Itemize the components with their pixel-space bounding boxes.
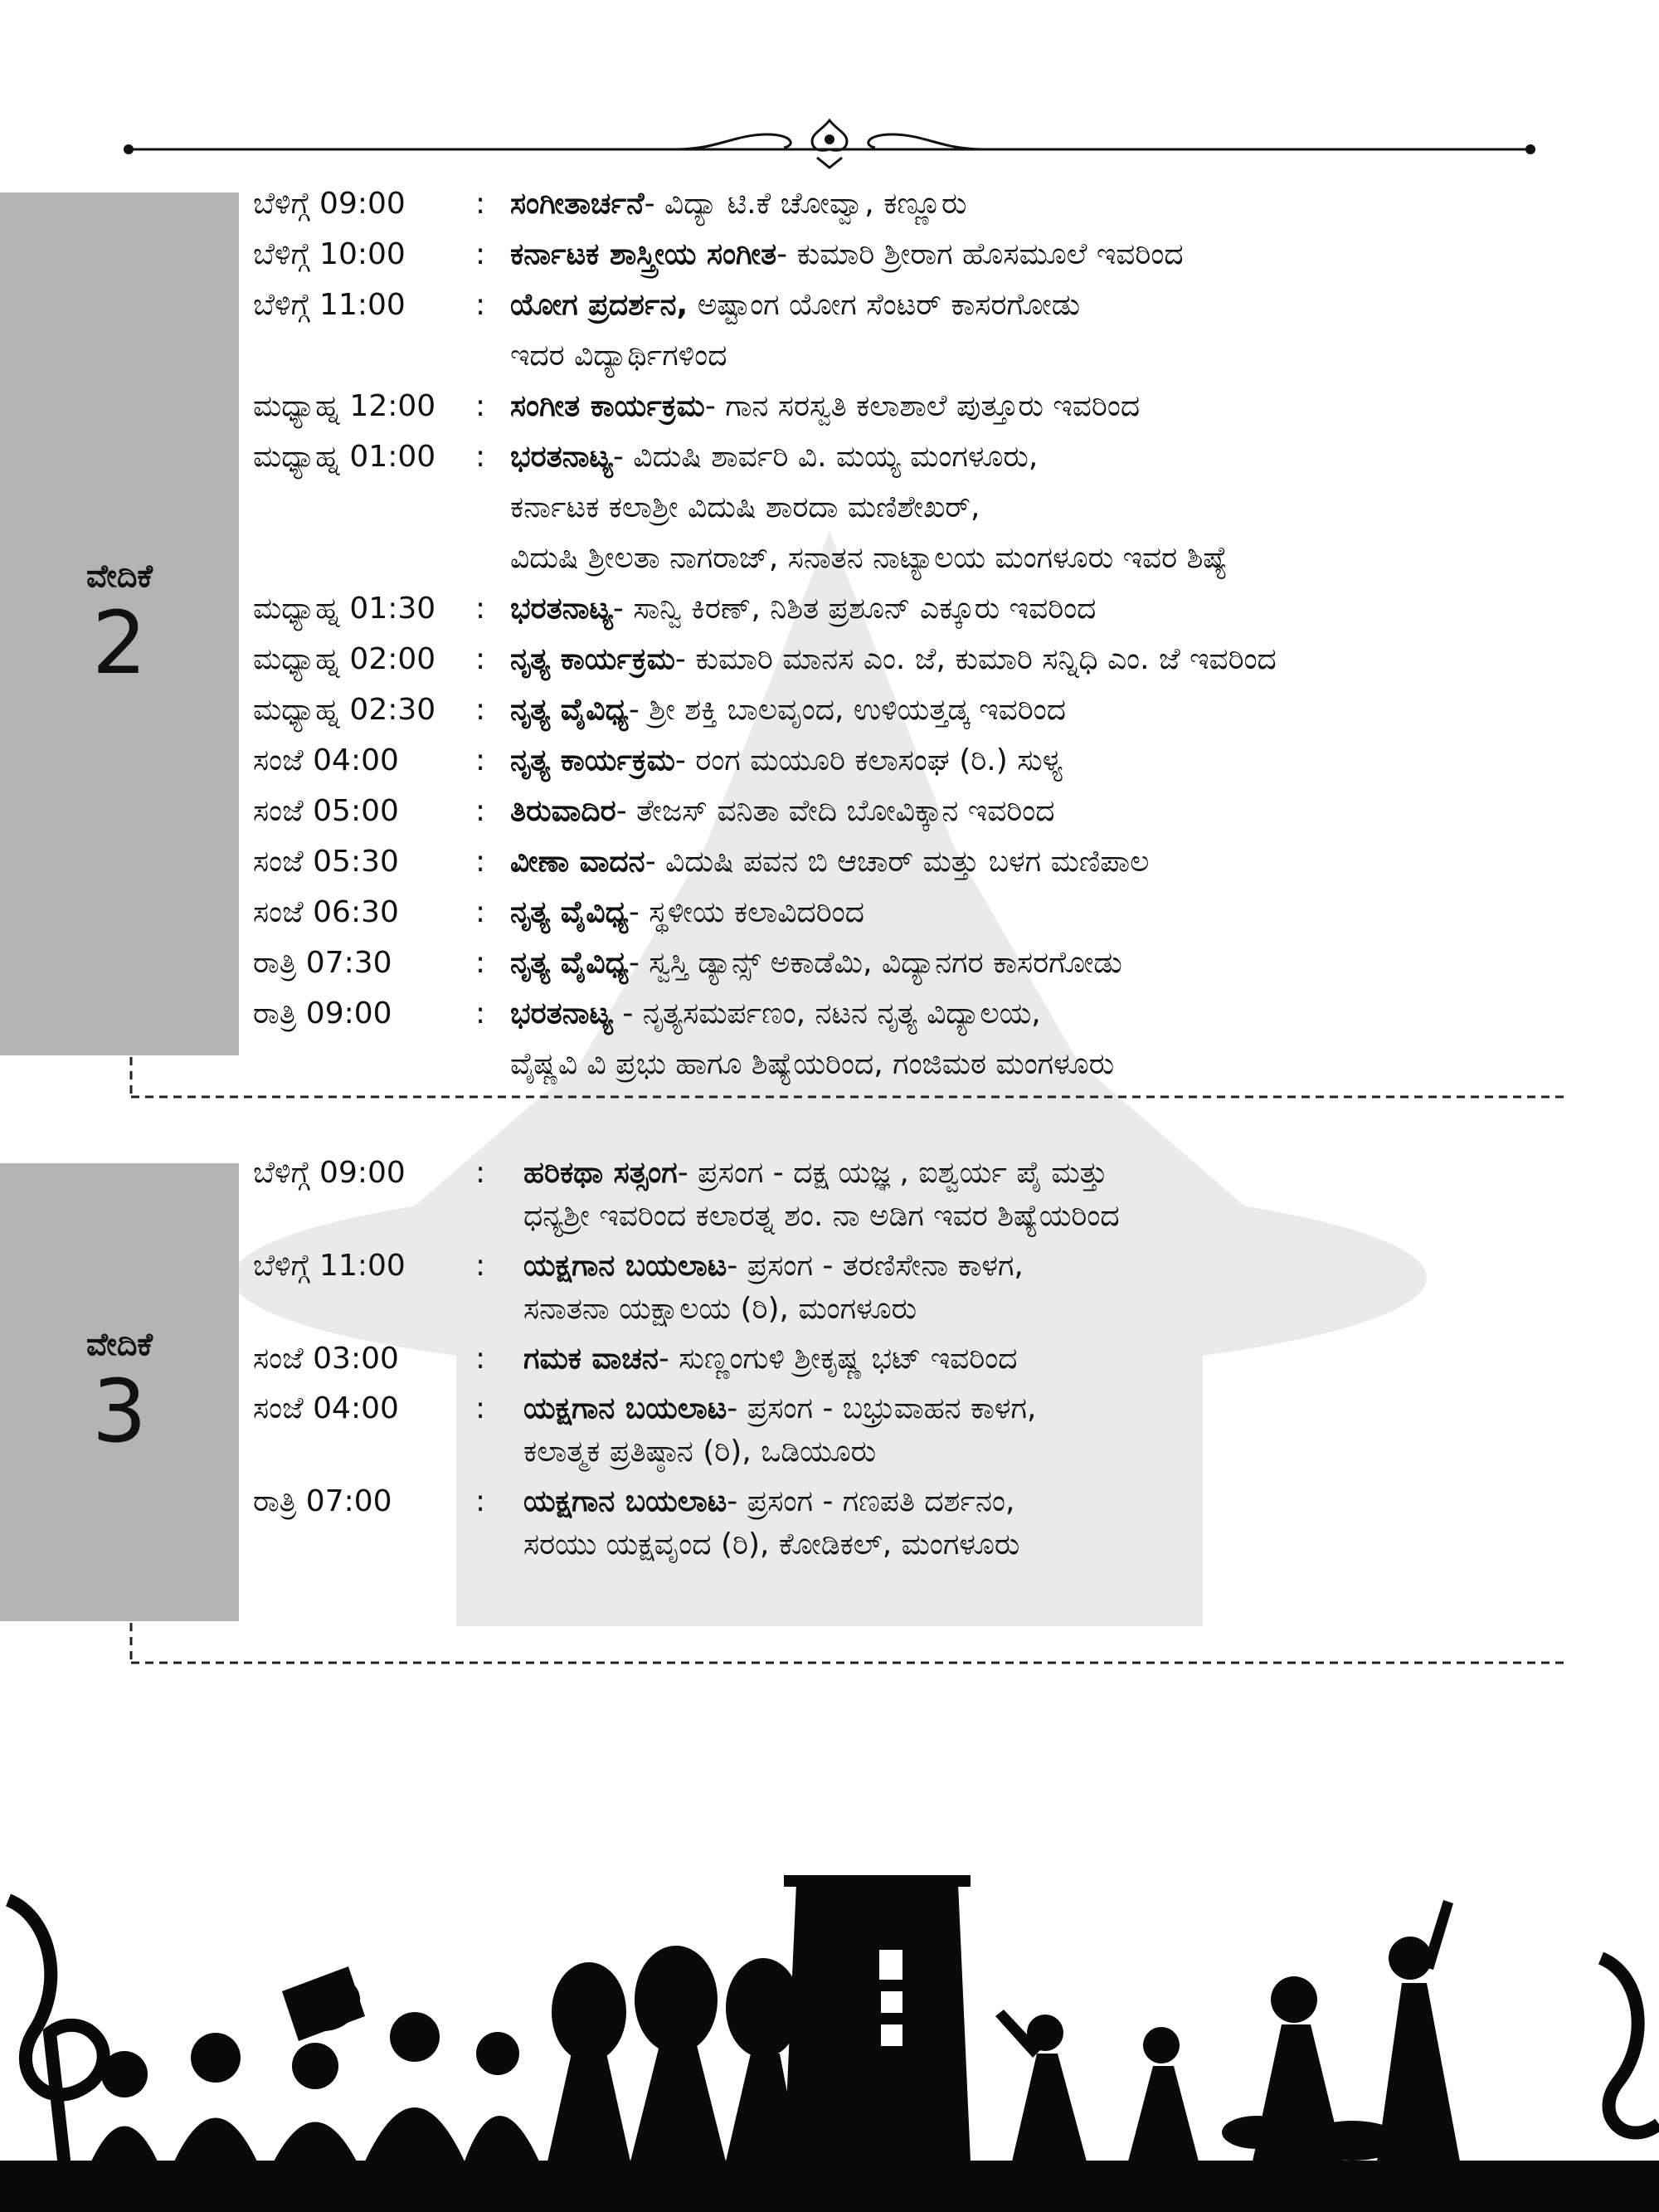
event-detail: - ಕುಮಾರಿ ಮಾನಸ ಎಂ. ಜೆ, ಕುಮಾರಿ ಸನ್ನಿಧಿ ಎಂ. ಜೆ ಇವರಿಂದ	[674, 642, 1277, 676]
event-time: ಸಂಜೆ 05:00	[253, 794, 399, 828]
event-detail: - ತೇಜಸ್ ವನಿತಾ ವೇದಿ ಬೋವಿಕ್ಕಾನ ಇವರಿಂದ	[615, 794, 1055, 828]
schedule-row	[253, 1152, 1120, 1238]
event-detail: - ಸಾನ್ವಿ ಕಿರಣ್, ನಿಶಿತ ಪ್ರಶೂನ್ ಎಕ್ಕೂರು ಇವರಿಂದ	[612, 592, 1097, 626]
schedule-row	[253, 1387, 1120, 1474]
event-time: ಬೆಳಿಗ್ಗೆ 09:00	[253, 1156, 406, 1190]
schedule-row	[253, 1480, 1120, 1566]
colon: :	[475, 187, 486, 221]
colon: :	[475, 1484, 486, 1518]
colon: :	[475, 996, 486, 1030]
event-detail: - ಸ್ಥಳೀಯ ಕಲಾವಿದರಿಂದ	[628, 895, 864, 929]
event-title: ಭರತನಾಟ್ಯ	[510, 996, 613, 1030]
colon: :	[475, 642, 486, 676]
schedule-row	[253, 685, 1277, 735]
event-detail: - ನೃತ್ಯಸಮರ್ಪಣಂ, ನಟನ ನೃತ್ಯ ವಿದ್ಯಾಲಯ, ವೈಷ್ಣವಿ ವಿ ಪ್ರಭು ಹಾಗೂ ಶಿಷ್ಯೆಯರಿಂದ, ಗಂಜಿಮಠ ಮಂಗಳೂರು	[510, 996, 1115, 1081]
event-title: ನೃತ್ಯ ವೈವಿಧ್ಯ	[510, 693, 629, 727]
event-time: ಸಂಜೆ 04:00	[253, 1391, 399, 1425]
dashed-divider	[124, 1055, 1568, 1102]
event-detail: - ವಿದುಷಿ ಶಾರ್ವರಿ ವಿ. ಮಯ್ಯ ಮಂಗಳೂರು, ಕರ್ನಾಟಕ ಕಲಾಶ್ರೀ ವಿದುಷಿ ಶಾರದಾ ಮಣಿಶೇಖರ್, ವಿದುಷಿ ಶ್ರೀಲತಾ ನಾಗರಾಜ್, ಸನಾತನ ನಾಟ್ಯಾಲಯ ಮಂಗಳೂರು ಇವರ ಶಿಷ್ಯೆ	[510, 440, 1229, 575]
event-title: ಯಕ್ಷಗಾನ ಬಯಲಾಟ	[523, 1249, 727, 1283]
schedule-row	[253, 280, 1277, 381]
event-description	[510, 229, 1184, 280]
event-detail: - ಪ್ರಸಂಗ - ದಕ್ಷ ಯಜ್ಞ , ಐಶ್ವರ್ಯ ಪೈ ಮತ್ತು ಧನ್ಯಶ್ರೀ ಇವರಿಂದ ಕಲಾರತ್ನ ಶಂ. ನಾ ಅಡಿಗ ಇವರ ಶಿಷ್ಯೆಯರಿಂದ	[523, 1156, 1120, 1233]
event-time: ಸಂಜೆ 05:30	[253, 845, 399, 879]
event-detail: - ಸ್ವಸ್ತಿ ಡ್ಯಾನ್ಸ್ ಅಕಾಡೆಮಿ, ವಿದ್ಯಾನಗರ ಕಾಸರಗೋಡು	[628, 946, 1122, 980]
dancers-silhouette	[995, 1900, 1460, 2161]
event-description	[523, 1152, 1120, 1238]
event-time: ಮಧ್ಯಾಹ್ನ 01:00	[253, 440, 436, 474]
event-title: ನೃತ್ಯ ಕಾರ್ಯಕ್ರಮ	[510, 642, 675, 676]
colon: :	[475, 946, 486, 980]
event-detail: - ಕುಮಾರಿ ಶ್ರೀರಾಗ ಹೊಸಮೂಲೆ ಇವರಿಂದ	[776, 237, 1184, 271]
event-time: ಮಧ್ಯಾಹ್ನ 12:00	[253, 389, 436, 423]
event-title: ನೃತ್ಯ ಕಾರ್ಯಕ್ರಮ	[510, 743, 675, 777]
event-time: ಬೆಳಿಗ್ಗೆ 11:00	[253, 288, 406, 322]
schedule-row	[253, 178, 1277, 229]
stage-label: ವೇದಿಕೆ	[85, 1326, 153, 1362]
colon: :	[475, 592, 486, 626]
event-title: ನೃತ್ಯ ವೈವಿಧ್ಯ	[510, 895, 629, 929]
schedule-row	[253, 1245, 1120, 1331]
event-time: ಬೆಳಿಗ್ಗೆ 09:00	[253, 187, 406, 221]
stage-label: ವೇದಿಕೆ	[85, 558, 153, 594]
colon: :	[475, 1391, 486, 1425]
event-title: ಯೋಗ ಪ್ರದರ್ಶನ,	[510, 288, 688, 322]
event-time: ಸಂಜೆ 03:00	[253, 1342, 399, 1376]
event-detail: - ಪ್ರಸಂಗ - ಬಭ್ರುವಾಹನ ಕಾಳಗ, ಕಲಾತ್ಮಕ ಪ್ರತಿಷ್ಠಾನ (ರಿ), ಒಡಿಯೂರು	[523, 1391, 1037, 1469]
event-time: ಬೆಳಿಗ್ಗೆ 10:00	[253, 237, 406, 271]
event-description	[510, 735, 1063, 786]
event-title: ತಿರುವಾದಿರ	[510, 794, 616, 828]
event-detail: - ಶ್ರೀ ಶಕ್ತಿ ಬಾಲವೃಂದ, ಉಳಿಯತ್ತಡ್ಕ ಇವರಿಂದ	[628, 693, 1067, 727]
colon: :	[475, 693, 486, 727]
event-time: ಸಂಜೆ 06:30	[253, 895, 399, 929]
schedule-row	[253, 229, 1277, 280]
event-title: ವೀಣಾ ವಾದನ	[510, 845, 645, 879]
schedule-row	[253, 1337, 1120, 1381]
event-description	[510, 381, 1140, 431]
yakshagana-figures	[547, 1946, 800, 2161]
stage-number: 3	[91, 1360, 148, 1462]
event-time: ಮಧ್ಯಾಹ್ನ 02:30	[253, 693, 436, 727]
event-description	[523, 1387, 1036, 1474]
event-description	[510, 938, 1122, 988]
event-title: ಭರತನಾಟ್ಯ	[510, 592, 613, 626]
event-description	[510, 634, 1277, 685]
event-description	[510, 431, 1228, 583]
stage-2-bar	[0, 192, 239, 1055]
event-description	[510, 178, 966, 229]
colon: :	[475, 288, 486, 322]
event-description	[510, 887, 864, 938]
stage-3-schedule	[253, 1152, 1120, 1566]
schedule-row	[253, 381, 1277, 431]
event-title: ಸಂಗೀತ ಕಾರ್ಯಕ್ರಮ	[510, 389, 705, 423]
event-title: ಹರಿಕಥಾ ಸತ್ಸಂಗ	[523, 1156, 678, 1190]
event-detail: - ಪ್ರಸಂಗ - ತರಣಿಸೇನಾ ಕಾಳಗ, ಸನಾತನಾ ಯಕ್ಷಾಲಯ (ರಿ), ಮಂಗಳೂರು	[523, 1249, 1024, 1326]
event-title: ಯಕ್ಷಗಾನ ಬಯಲಾಟ	[523, 1484, 727, 1518]
event-description	[510, 836, 1149, 887]
event-detail: ಅಷ್ಟಾಂಗ ಯೋಗ ಸೆಂಟರ್ ಕಾಸರಗೋಡು ಇದರ ವಿದ್ಯಾರ್ಥಿಗಳಿಂದ	[510, 288, 1081, 373]
event-description	[510, 685, 1066, 735]
event-title: ಭರತನಾಟ್ಯ	[510, 440, 613, 474]
event-title: ಯಕ್ಷಗಾನ ಬಯಲಾಟ	[523, 1391, 727, 1425]
stage-3-bar	[0, 1163, 239, 1621]
event-detail: - ಪ್ರಸಂಗ - ಗಣಪತಿ ದರ್ಶನಂ, ಸರಯು ಯಕ್ಷವೃಂದ (ರಿ), ಕೋಡಿಕಲ್, ಮಂಗಳೂರು	[523, 1484, 1020, 1562]
schedule-row	[253, 786, 1277, 836]
colon: :	[475, 743, 486, 777]
event-time: ಮಧ್ಯಾಹ್ನ 02:00	[253, 642, 436, 676]
event-time: ರಾತ್ರಿ 07:30	[253, 946, 392, 980]
colon: :	[475, 1342, 486, 1376]
event-detail: - ವಿದುಷಿ ಪವನ ಬಿ ಆಚಾರ್ ಮತ್ತು ಬಳಗ ಮಣಿಪಾಲ	[645, 845, 1150, 879]
event-time: ಸಂಜೆ 04:00	[253, 743, 399, 777]
schedule-row	[253, 836, 1277, 887]
event-title: ಗಮಕ ವಾಚನ	[523, 1342, 659, 1376]
event-description	[523, 1245, 1024, 1331]
colon: :	[475, 895, 486, 929]
colon: :	[475, 794, 486, 828]
event-description	[523, 1480, 1019, 1566]
schedule-row	[253, 634, 1277, 685]
colon: :	[475, 389, 486, 423]
event-description	[523, 1337, 1018, 1381]
colon: :	[475, 440, 486, 474]
colon: :	[475, 1156, 486, 1190]
schedule-row	[253, 431, 1277, 583]
event-detail: - ಗಾನ ಸರಸ್ವತಿ ಕಲಾಶಾಲೆ ಪುತ್ತೂರು ಇವರಿಂದ	[704, 389, 1141, 423]
temple-gopuram-icon	[784, 1875, 971, 2161]
stage-2-schedule	[253, 178, 1277, 1089]
event-detail: - ಸುಣ್ಣಂಗುಳಿ ಶ್ರೀಕೃಷ್ಣ ಭಟ್ ಇವರಿಂದ	[658, 1342, 1018, 1376]
event-detail: - ರಂಗ ಮಯೂರಿ ಕಲಾಸಂಘ (ರಿ.) ಸುಳ್ಯ	[674, 743, 1063, 777]
colon: :	[475, 845, 486, 879]
event-description	[510, 280, 1080, 381]
stage-number: 2	[91, 592, 148, 694]
event-title: ಕರ್ನಾಟಕ ಶಾಸ್ತ್ರೀಯ ಸಂಗೀತ	[510, 237, 777, 271]
performers-silhouette-footer	[0, 1867, 1659, 2212]
event-time: ರಾತ್ರಿ 09:00	[253, 996, 392, 1030]
dashed-divider	[124, 1621, 1568, 1668]
schedule-row	[253, 938, 1277, 988]
event-description	[510, 583, 1096, 634]
top-ornament	[120, 116, 1539, 183]
event-detail: - ವಿದ್ಯಾ ಟಿ.ಕೆ ಚೋವ್ವಾ, ಕಣ್ಣೂರು	[644, 187, 967, 221]
event-time: ಬೆಳಿಗ್ಗೆ 11:00	[253, 1249, 406, 1283]
event-description	[510, 786, 1055, 836]
schedule-row	[253, 583, 1277, 634]
event-title: ಸಂಗೀತಾರ್ಚನೆ	[510, 187, 645, 221]
event-time: ರಾತ್ರಿ 07:00	[253, 1484, 392, 1518]
schedule-row	[253, 735, 1277, 786]
schedule-row	[253, 887, 1277, 938]
colon: :	[475, 1249, 486, 1283]
event-title: ನೃತ್ಯ ವೈವಿಧ್ಯ	[510, 946, 629, 980]
event-time: ಮಧ್ಯಾಹ್ನ 01:30	[253, 592, 436, 626]
colon: :	[475, 237, 486, 271]
